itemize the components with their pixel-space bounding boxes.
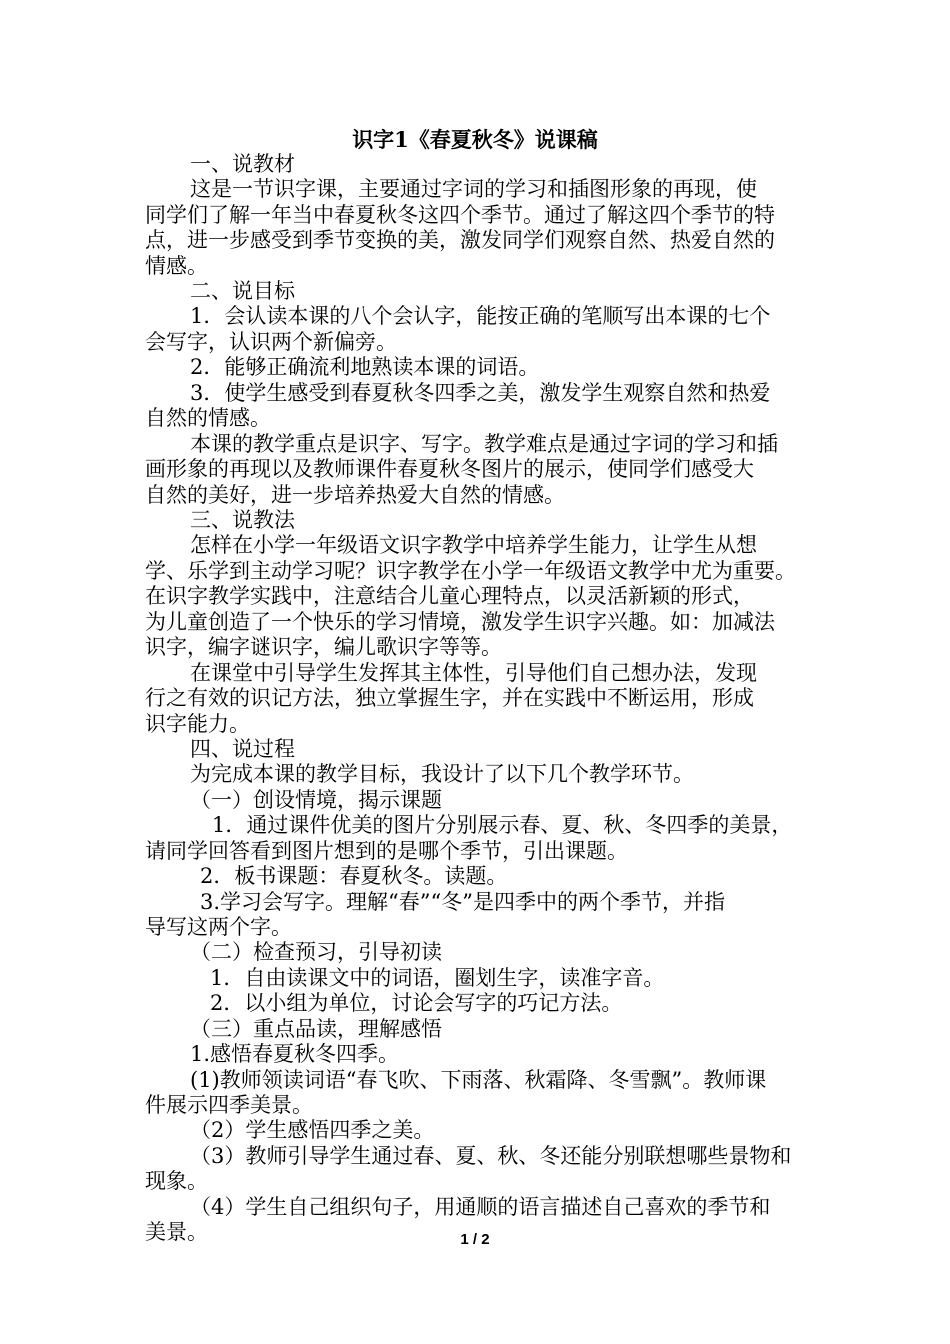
paragraph-line: 1．自由读课文中的词语，圈划生字，读准字音。 xyxy=(210,966,665,990)
paragraph-line: 3.学习会写字。理解“春”“冬”是四季中的两个季节，并指 xyxy=(200,890,725,914)
paragraph-line: 请同学回答看到图片想到的是哪个季节，引出课题。 xyxy=(145,839,628,863)
section-heading: 三、说教法 xyxy=(190,508,295,532)
paragraph-line: 件展示四季美景。 xyxy=(145,1093,313,1117)
section-heading: 四、说过程 xyxy=(190,737,295,761)
page-indicator: 1 / 2 xyxy=(460,1231,490,1248)
paragraph-line: 自然的情感。 xyxy=(145,406,271,430)
subsection-heading: （三）重点品读，理解感悟 xyxy=(190,1017,442,1041)
paragraph-line: 行之有效的识记方法，独立掌握生字，并在实践中不断运用，形成 xyxy=(145,686,754,710)
paragraph-line: 情感。 xyxy=(145,254,208,278)
paragraph-line: 在课堂中引导学生发挥其主体性，引导他们自己想办法，发现 xyxy=(190,661,757,685)
paragraph-line: 在识字教学实践中，注意结合儿童心理特点，以灵活新颖的形式， xyxy=(145,584,754,608)
paragraph-line: 学、乐学到主动学习呢？识字教学在小学一年级语文教学中尤为重要。 xyxy=(145,559,796,583)
paragraph-line: 现象。 xyxy=(145,1169,208,1193)
paragraph-line: 怎样在小学一年级语文识字教学中培养学生能力，让学生从想 xyxy=(190,533,757,557)
paragraph-line: 1．通过课件优美的图片分别展示春、夏、秋、冬四季的美景， xyxy=(212,813,793,837)
paragraph-line: 1．会认读本课的八个会认字，能按正确的笔顺写出本课的七个 xyxy=(190,304,771,328)
paragraph-line: 本课的教学重点是识字、写字。教学难点是通过字词的学习和插 xyxy=(190,432,778,456)
section-heading: 一、说教材 xyxy=(190,152,295,176)
paragraph-line: 识字，编字谜识字，编儿歌识字等等。 xyxy=(145,635,502,659)
paragraph-line: 同学们了解一年当中春夏秋冬这四个季节。通过了解这四个季节的特 xyxy=(145,203,775,227)
document-title: 识字1《春夏秋冬》说课稿 xyxy=(352,127,598,152)
paragraph-line: 2．以小组为单位，讨论会写字的巧记方法。 xyxy=(210,991,623,1015)
paragraph-line: （4）学生自己组织句子，用通顺的语言描述自己喜欢的季节和 xyxy=(190,1195,771,1219)
paragraph-line: 3．使学生感受到春夏秋冬四季之美，激发学生观察自然和热爱 xyxy=(190,381,771,405)
paragraph-line: 为完成本课的教学目标，我设计了以下几个教学环节。 xyxy=(190,762,694,786)
paragraph-line: 识字能力。 xyxy=(145,712,250,736)
paragraph-line: （3）教师引导学生通过春、夏、秋、冬还能分别联想哪些景物和 xyxy=(190,1144,792,1168)
section-heading: 二、说目标 xyxy=(190,279,295,303)
paragraph-line: 为儿童创造了一个快乐的学习情境，激发学生识字兴趣。如：加减法 xyxy=(145,610,775,634)
paragraph-line: (1)教师领读词语“春飞吹、下雨落、秋霜降、冬雪飘”。教师课 xyxy=(190,1068,767,1092)
paragraph-line: 2．板书课题：春夏秋冬。读题。 xyxy=(200,864,508,888)
subsection-heading: （二）检查预习，引导初读 xyxy=(190,940,442,964)
paragraph-line: 自然的美好，进一步培养热爱大自然的情感。 xyxy=(145,483,565,507)
paragraph-line: 导写这两个字。 xyxy=(145,915,292,939)
paragraph-line: 画形象的再现以及教师课件春夏秋冬图片的展示，使同学们感受大 xyxy=(145,457,754,481)
paragraph-line: 会写字，认识两个新偏旁。 xyxy=(145,330,397,354)
paragraph-line: 1.感悟春夏秋冬四季。 xyxy=(190,1042,400,1066)
subsection-heading: （一）创设情境，揭示课题 xyxy=(190,788,442,812)
paragraph-line: 美景。 xyxy=(145,1220,208,1244)
paragraph-line: 2．能够正确流利地熟读本课的词语。 xyxy=(190,355,540,379)
paragraph-line: 这是一节识字课，主要通过字词的学习和插图形象的再现，使 xyxy=(190,177,757,201)
paragraph-line: （2）学生感悟四季之美。 xyxy=(190,1118,435,1142)
paragraph-line: 点，进一步感受到季节变换的美，激发同学们观察自然、热爱自然的 xyxy=(145,228,775,252)
